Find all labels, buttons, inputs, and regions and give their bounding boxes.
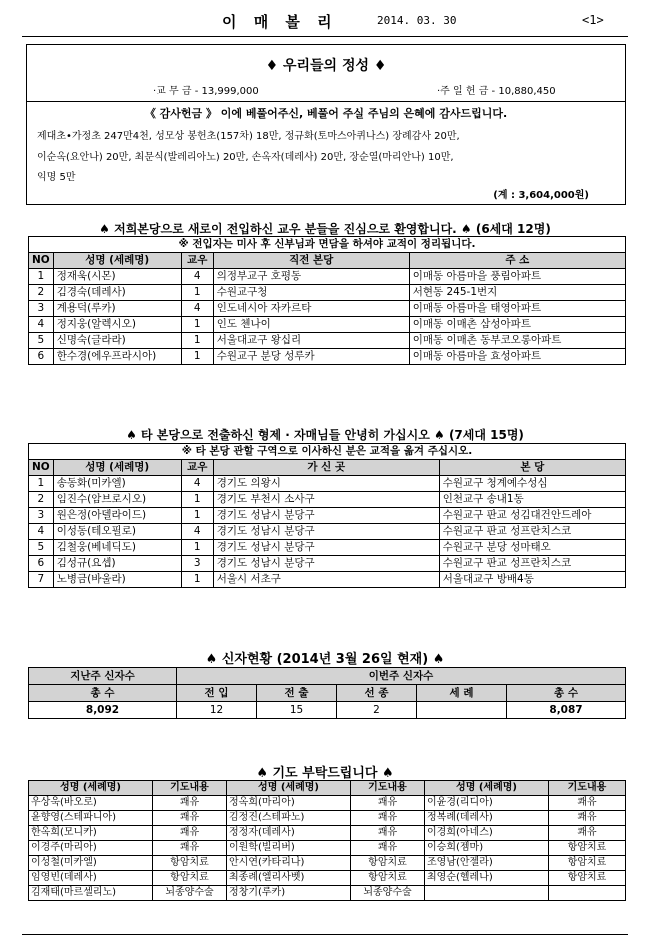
table-cell: 이성철(미카엘) [29, 856, 153, 871]
prayer-table [28, 780, 626, 901]
bulletin-date: 2014. 03. 30 [377, 14, 457, 27]
last-week-header: 지난주 신자수 [29, 668, 177, 685]
table-cell: 경기도 성남시 분당구 [213, 524, 439, 540]
table-cell: 1 [29, 476, 54, 492]
table-cell: 정재욱(시몬) [53, 269, 181, 285]
table-cell: 4 [181, 269, 213, 285]
page-number: <1> [582, 13, 604, 27]
table-cell: 1 [181, 508, 213, 524]
table-cell: 쾌유 [153, 811, 227, 826]
table-cell: 임영빈(데레사) [29, 871, 153, 886]
table-cell: 뇌종양수술 [351, 886, 425, 901]
footer-divider [22, 934, 628, 935]
table-row [29, 796, 626, 811]
table-row [29, 524, 626, 540]
col-destination: 가 신 곳 [213, 460, 439, 476]
baptism-value [417, 702, 507, 719]
table-cell: 김재태(마르셀리노) [29, 886, 153, 901]
newcomers-heading: ♠ 저희본당으로 새로이 전입하신 교우 분들을 진심으로 환영합니다. ♠ (6세대 12명) [99, 222, 551, 236]
table-cell: 한수경(에우프라시아) [53, 349, 181, 365]
transfer-out-label: 전 출 [257, 685, 337, 702]
table-row [29, 476, 626, 492]
table-cell: 쾌유 [351, 841, 425, 856]
table-row [29, 540, 626, 556]
table-cell: 이승희(젬마) [425, 841, 549, 856]
table-cell: 이윤경(리디아) [425, 796, 549, 811]
table-cell: 항암치료 [153, 856, 227, 871]
table-cell: 1 [181, 317, 213, 333]
table-cell: 이매동 이매촌 동부코오롱아파트 [409, 333, 625, 349]
table-cell: 7 [29, 572, 54, 588]
table-cell: 의정부교구 호평동 [213, 269, 409, 285]
thanks-line: 제대초•가정초 247만4천, 성모상 봉헌초(157차) 18만, 정규화(토마스아퀴나스) 장례감사 20만, [37, 131, 460, 142]
table-row [29, 285, 626, 301]
leavers-note: ※ 타 본당 관할 구역으로 이사하신 분은 교적을 옮겨 주십시오. [29, 444, 626, 460]
table-cell: 항암치료 [549, 871, 626, 886]
table-cell: 정지웅(알렉시오) [53, 317, 181, 333]
table-cell: 최영순(헬레나) [425, 871, 549, 886]
table-cell: 조영남(안젤라) [425, 856, 549, 871]
table-cell: 신명숙(글라라) [53, 333, 181, 349]
table-cell: 항암치료 [351, 856, 425, 871]
table-cell: 김성규(요셉) [53, 556, 181, 572]
table-cell: 수원교구 청계예수성심 [439, 476, 625, 492]
offering-box [26, 44, 626, 205]
sunday-offering: ·주 일 헌 금 - 10,880,450 [437, 86, 556, 97]
table-cell: 송동화(미카엘) [53, 476, 181, 492]
table-cell: 안시연(카타리나) [227, 856, 351, 871]
table-cell: 항암치료 [549, 856, 626, 871]
table-row [29, 333, 626, 349]
newcomers-table [28, 236, 626, 365]
stats-table [28, 667, 626, 719]
baptism-label: 세 례 [417, 685, 507, 702]
table-cell: 2 [29, 285, 54, 301]
offering-title: ♦ 우리들의 정성 ♦ [265, 58, 387, 74]
table-cell: 수원교구 판교 성김대건안드레아 [439, 508, 625, 524]
col-no: NO [29, 253, 54, 269]
table-cell: 김철웅(베네딕도) [53, 540, 181, 556]
table-cell: 쾌유 [351, 796, 425, 811]
table-row [29, 826, 626, 841]
bulletin-title: 이 매 볼 리 [222, 13, 338, 31]
table-row [29, 508, 626, 524]
table-cell: 1 [181, 540, 213, 556]
col-name: 성명 (세례명) [227, 781, 351, 796]
table-cell: 수원교구청 [213, 285, 409, 301]
table-cell: 이매동 아름마을 태영아파트 [409, 301, 625, 317]
table-cell: 정창기(루카) [227, 886, 351, 901]
table-row [29, 492, 626, 508]
table-row [29, 317, 626, 333]
table-cell: 서울대교구 왕십리 [213, 333, 409, 349]
table-cell: 경기도 성남시 분당구 [213, 556, 439, 572]
newcomers-note: ※ 전입자는 미사 후 신부님과 면담을 하셔야 교적이 정리됩니다. [29, 237, 626, 253]
table-cell: 노병금(바울라) [53, 572, 181, 588]
table-cell: 김경숙(데레사) [53, 285, 181, 301]
table-cell: 1 [181, 492, 213, 508]
last-total-label: 총 수 [29, 685, 177, 702]
table-cell: 이매동 아름마을 풍림아파트 [409, 269, 625, 285]
col-address: 주 소 [409, 253, 625, 269]
table-cell: 2 [29, 492, 54, 508]
table-cell: 4 [29, 317, 54, 333]
table-row [29, 269, 626, 285]
table-row [29, 871, 626, 886]
col-parish: 본 당 [439, 460, 625, 476]
table-cell: 쾌유 [549, 826, 626, 841]
table-cell: 정옥희(마리아) [227, 796, 351, 811]
table-row [29, 349, 626, 365]
table-cell: 정복례(데레사) [425, 811, 549, 826]
table-cell: 임진수(암브로시오) [53, 492, 181, 508]
this-total-value: 8,087 [507, 702, 626, 719]
deceased-value: 2 [337, 702, 417, 719]
table-cell: 1 [181, 572, 213, 588]
table-cell: 한옥희(모니카) [29, 826, 153, 841]
table-cell: 수원교구 분당 성루카 [213, 349, 409, 365]
this-week-header: 이번주 신자수 [177, 668, 626, 685]
leavers-table [28, 443, 626, 588]
offering-divider [27, 101, 625, 102]
table-cell: 6 [29, 556, 54, 572]
col-members: 교우 [181, 253, 213, 269]
table-cell: 항암치료 [351, 871, 425, 886]
bulletin-header [22, 8, 628, 36]
table-cell: 쾌유 [351, 826, 425, 841]
col-name: 성명 (세례명) [53, 460, 181, 476]
table-cell: 경기도 성남시 분당구 [213, 508, 439, 524]
table-cell: 서현동 245-1번지 [409, 285, 625, 301]
leavers-heading: ♠ 타 본당으로 전출하신 형제 · 자매님들 안녕히 가십시오 ♠ (7세대 15명) [126, 428, 524, 442]
table-cell: 쾌유 [549, 811, 626, 826]
table-cell: 쾌유 [351, 811, 425, 826]
table-cell: 서울대교구 방배4동 [439, 572, 625, 588]
col-members: 교우 [181, 460, 213, 476]
thanks-line: 익명 5만 [37, 172, 76, 183]
table-cell: 김정진(스테파노) [227, 811, 351, 826]
table-row [29, 556, 626, 572]
col-name: 성명 (세례명) [425, 781, 549, 796]
table-cell: 경기도 성남시 분당구 [213, 540, 439, 556]
table-cell [549, 886, 626, 901]
table-row [29, 856, 626, 871]
table-cell: 3 [181, 556, 213, 572]
table-cell: 1 [181, 285, 213, 301]
col-prayer: 기도내용 [549, 781, 626, 796]
table-cell: 경기도 의왕시 [213, 476, 439, 492]
transfer-out-value: 15 [257, 702, 337, 719]
table-cell: 5 [29, 333, 54, 349]
table-cell: 1 [29, 269, 54, 285]
table-cell: 쾌유 [153, 796, 227, 811]
table-cell: 수원교구 판교 성프란치스코 [439, 556, 625, 572]
table-row [29, 841, 626, 856]
this-total-label: 총 수 [507, 685, 626, 702]
table-cell: 뇌종양수술 [153, 886, 227, 901]
table-cell: 항암치료 [549, 841, 626, 856]
table-cell: 4 [181, 301, 213, 317]
table-cell: 이매동 이매촌 삼성아파트 [409, 317, 625, 333]
table-cell: 3 [29, 301, 54, 317]
col-prayer: 기도내용 [351, 781, 425, 796]
col-prev-parish: 직전 본당 [213, 253, 409, 269]
table-cell: 쾌유 [153, 826, 227, 841]
thanks-offering-heading: 《 감사헌금 》 이에 베풀어주신, 베풀어 주실 주님의 은혜에 감사드립니다. [144, 107, 508, 120]
table-cell: 서울시 서초구 [213, 572, 439, 588]
transfer-in-value: 12 [177, 702, 257, 719]
table-cell: 3 [29, 508, 54, 524]
table-cell: 최종례(엘리사벳) [227, 871, 351, 886]
stats-heading: ♠ 신자현황 (2014년 3월 26일 현재) ♠ [205, 652, 445, 667]
col-name: 성명 (세례명) [29, 781, 153, 796]
table-cell: 인도네시아 자카르타 [213, 301, 409, 317]
table-cell: 수원교구 분당 성마태오 [439, 540, 625, 556]
col-no: NO [29, 460, 54, 476]
table-cell: 쾌유 [549, 796, 626, 811]
table-cell [425, 886, 549, 901]
deceased-label: 선 종 [337, 685, 417, 702]
table-cell: 6 [29, 349, 54, 365]
table-cell: 정정자(데레사) [227, 826, 351, 841]
table-cell: 윤향영(스테파니아) [29, 811, 153, 826]
table-cell: 원은정(아델라이드) [53, 508, 181, 524]
table-cell: 쾌유 [153, 841, 227, 856]
header-divider [22, 36, 628, 37]
table-row [29, 301, 626, 317]
table-cell: 4 [181, 476, 213, 492]
table-cell: 이성동(테오필로) [53, 524, 181, 540]
table-cell: 인도 첸나이 [213, 317, 409, 333]
table-cell: 인천교구 송내1동 [439, 492, 625, 508]
table-row [29, 886, 626, 901]
last-total-value: 8,092 [29, 702, 177, 719]
transfer-in-label: 전 입 [177, 685, 257, 702]
thanks-total: (계 : 3,604,000원) [493, 190, 589, 201]
table-row [29, 572, 626, 588]
thanks-line: 이순옥(요안나) 20만, 최문식(발레리아노) 20만, 손옥자(데레사) 20만, 장순열(마리안나) 10만, [37, 152, 454, 163]
table-row [29, 811, 626, 826]
table-cell: 계용덕(루카) [53, 301, 181, 317]
table-cell: 경기도 부천시 소사구 [213, 492, 439, 508]
table-cell: 5 [29, 540, 54, 556]
prayer-heading: ♠ 기도 부탁드립니다 ♠ [256, 766, 394, 781]
table-cell: 1 [181, 333, 213, 349]
table-cell: 이원학(빌리버) [227, 841, 351, 856]
col-name: 성명 (세례명) [53, 253, 181, 269]
table-cell: 이매동 아름마을 효성아파트 [409, 349, 625, 365]
building-fund: ·교 무 금 - 13,999,000 [153, 86, 259, 97]
table-cell: 수원교구 판교 성프란치스코 [439, 524, 625, 540]
table-cell: 1 [181, 349, 213, 365]
table-cell: 이경희(아네스) [425, 826, 549, 841]
table-cell: 이경주(마리아) [29, 841, 153, 856]
table-cell: 항암치료 [153, 871, 227, 886]
table-cell: 4 [181, 524, 213, 540]
col-prayer: 기도내용 [153, 781, 227, 796]
table-cell: 우상욱(바오로) [29, 796, 153, 811]
table-cell: 4 [29, 524, 54, 540]
